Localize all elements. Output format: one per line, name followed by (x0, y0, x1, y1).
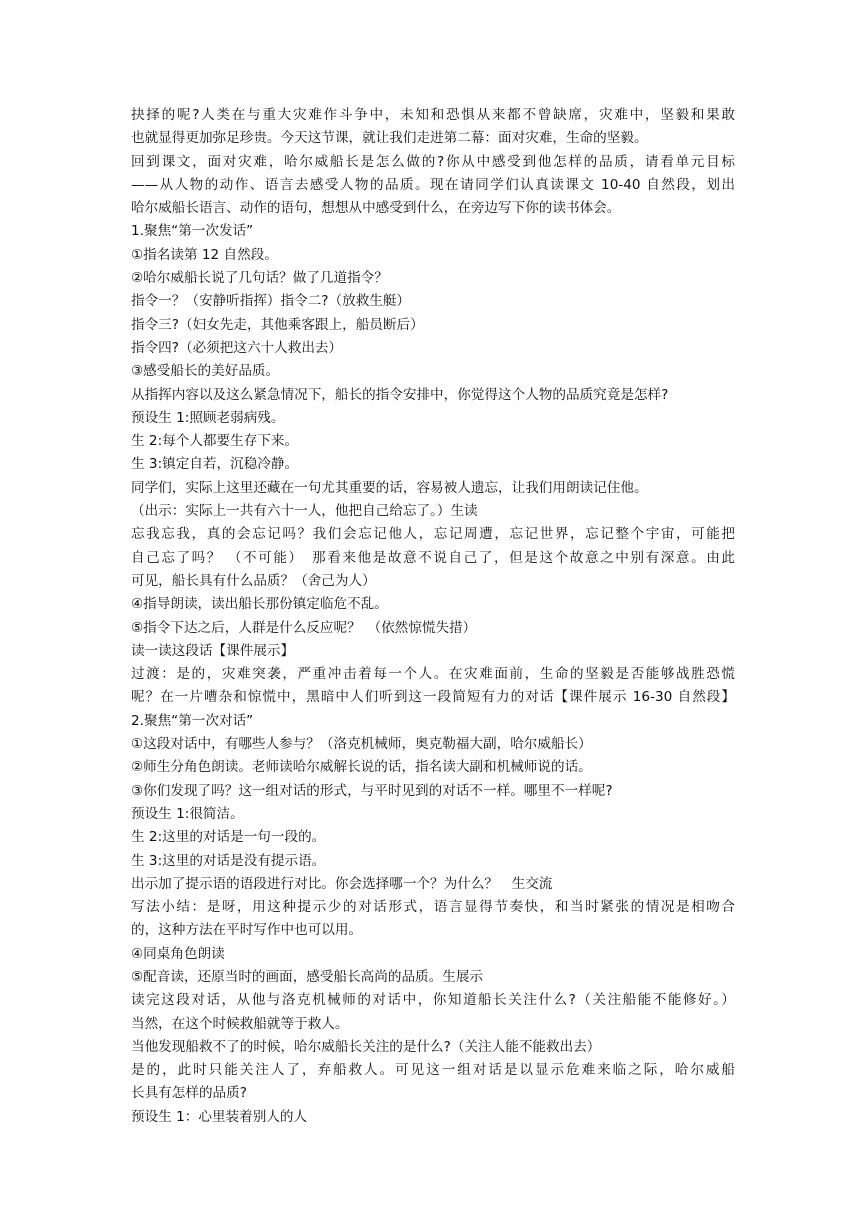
text-line: ④指导朗读，读出船长那份镇定临危不乱。 (131, 596, 388, 613)
text-line: ②哈尔威船长说了几句话？做了几道指令？ (131, 270, 388, 287)
text-line: 指令四?（必须把这六十人救出去） (131, 339, 343, 356)
text-line: ①指名读第 12 自然段。 (131, 246, 278, 263)
section-heading: 2.聚焦“第一次对话” (131, 712, 254, 729)
text-line: 生 3:镇定自若，沉稳冷静。 (131, 456, 299, 473)
section-heading: 1.聚焦“第一次发话” (131, 223, 254, 240)
text-line: 自己忘了吗？ （不可能） 那看来他是故意不说自己了，但是这个故意之中别有深意。由此 (131, 549, 735, 566)
text-line: 读一读这段话【课件展示】 (131, 642, 295, 659)
text-line: 写法小结：是呀，用这种提示少的对话形式，语言显得节奏快，和当时紧张的情况是相吻合 (131, 899, 735, 916)
text-line: 也就显得更加弥足珍贵。今天这节课，就让我们走进第二幕：面对灾难，生命的坚毅。 (131, 130, 648, 147)
text-line: ⑤配音读，还原当时的画面，感受船长高尚的品质。生展示 (131, 968, 484, 985)
text-line: 回到课文，面对灾难，哈尔威船长是怎么做的?你从中感受到他怎样的品质，请看单元目标 (131, 153, 735, 170)
text-line: 同学们，实际上这里还藏在一句尤其重要的话，容易被人遗忘，让我们用朗读记住他。 (131, 479, 648, 496)
text-line: （出示：实际上一共有六十一人，他把自己给忘了。）生读 (131, 503, 478, 520)
text-line: ①这段对话中，有哪些人参与？（洛克机械师，奥克勒福大副，哈尔威船长） (131, 736, 592, 753)
text-line: 抉择的呢?人类在与重大灾难作斗争中，未知和恐惧从来都不曾缺席，灾难中，坚毅和果敢 (131, 107, 735, 123)
text-line: 指令一？（安静听指挥）指令二?（放救生艇） (131, 293, 411, 310)
text-line: 是的，此时只能关注人了，弃船救人。可见这一组对话是以显示危难来临之际，哈尔威船 (131, 1062, 735, 1079)
text-line: 当他发现船救不了的时候，哈尔威船长关注的是什么?（关注人能不能救出去） (131, 1038, 601, 1055)
text-line: 生 2:每个人都要生存下来。 (131, 433, 299, 450)
text-line: 的，这种方法在平时写作中也可以用。 (131, 922, 363, 939)
text-line: 预设生 1：心里装着别人的人 (131, 1108, 308, 1125)
text-line: 从指挥内容以及这么紧急情况下，船长的指令安排中，你觉得这个人物的品质究竟是怎样? (131, 386, 669, 403)
text-line: ⑤指令下达之后，人群是什么反应呢？ （依然惊慌失措） (131, 619, 477, 636)
text-line: 指令三?（妇女先走，其他乘客跟上，船员断后） (131, 316, 424, 333)
text-line: ④同桌角色朗读 (131, 945, 225, 962)
text-line: 忘我忘我，真的会忘记吗？我们会忘记他人，忘记周遭，忘记世界，忘记整个宇宙，可能把 (131, 526, 735, 543)
text-line: 生 2:这里的对话是一句一段的。 (131, 829, 326, 846)
text-line: 预设生 1:很简洁。 (131, 805, 244, 822)
text-line: ——从人物的动作、语言去感受人物的品质。现在请同学们认真读课文 10-40 自然段，划出 (131, 176, 735, 193)
text-line: 可见，船长具有什么品质？（舍己为人） (131, 572, 376, 589)
text-line: 预设生 1:照顾老弱病残。 (131, 409, 285, 426)
text-line: 哈尔威船长语言、动作的语句，想想从中感受到什么，在旁边写下你的读书体会。 (131, 200, 621, 217)
text-line: 当然，在这个时候救船就等于救人。 (131, 1015, 349, 1032)
text-line: 生 3:这里的对话是没有提示语。 (131, 852, 326, 869)
text-line: ③感受船长的美好品质。 (131, 363, 280, 380)
document-page (131, 104, 735, 1129)
text-line: 呢？在一片嘈杂和惊慌中，黑暗中人们听到这一段简短有力的对话【课件展示 16-30 自然段】 (131, 689, 735, 706)
text-line: ②师生分角色朗读。老师读哈尔威解长说的话，指名读大副和机械师说的话。 (131, 759, 592, 776)
text-line: 读完这段对话，从他与洛克机械师的对话中，你知道船长关注什么?（关注船能不能修好。） (131, 992, 735, 1009)
text-line: ③你们发现了吗？这一组对话的形式，与平时见到的对话不一样。哪里不一样呢? (131, 782, 613, 799)
text-line: 长具有怎样的品质? (131, 1085, 247, 1102)
text-line: 出示加了提示语的语段进行对比。你会选择哪一个？为什么？ 生交流 (131, 875, 553, 892)
text-line: 过渡：是的，灾难突袭，严重冲击着每一个人。在灾难面前，生命的坚毅是否能够战胜恐慌 (131, 666, 735, 683)
